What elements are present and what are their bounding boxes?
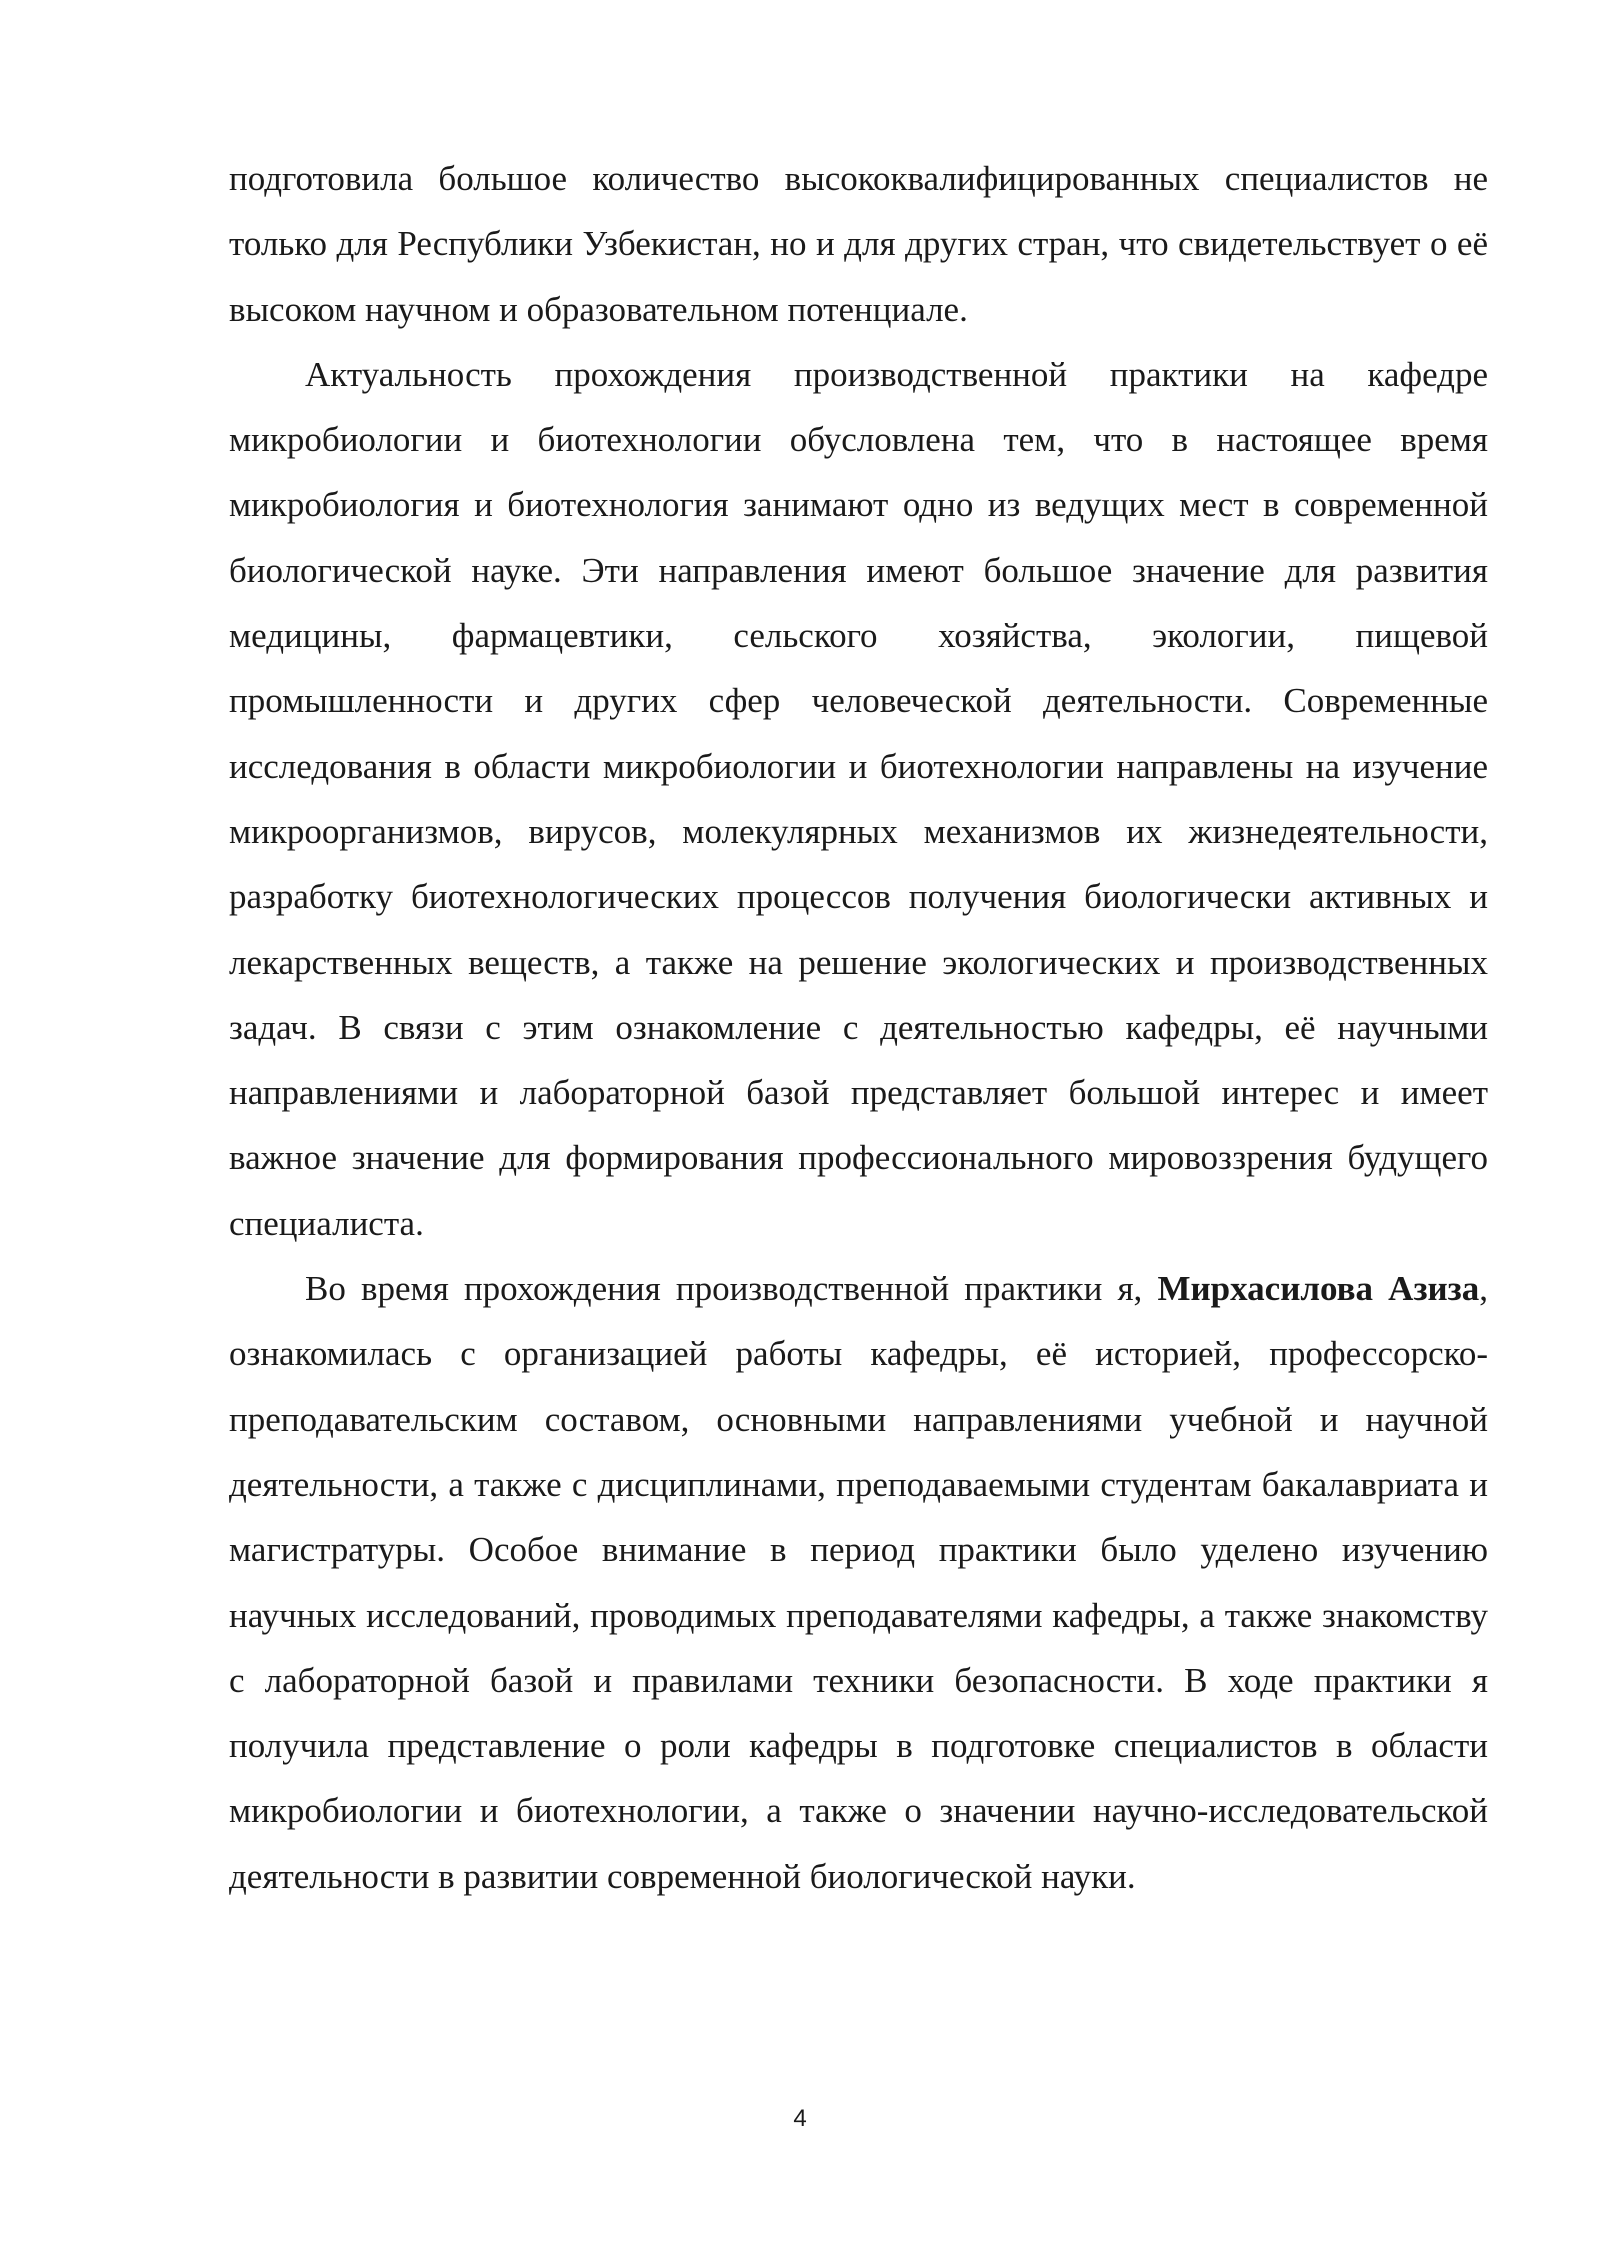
paragraph-rest-text: , ознакомилась с организацией работы кафедры, её историей, профессорско-преподавательским составом, основными направлениями учебной и научной деятельности, а также с дисциплинами, преподаваемыми студентам бакалавриата и магистратуры. Особое внимание в период практики было уделено изучению научных исследований, проводимых преподавателями кафедры, а также знакомству с лабораторной базой и правилами техники безопасности. В ходе практики я получила представление о роли кафедры в подготовке специалистов в области микробиологии и биотехнологии, а также о значении научно-исследовательской деятельности в развитии современной биологической науки.	[229, 1269, 1488, 1896]
page-number: 4	[793, 2105, 807, 2132]
student-name: Мирхасилова Азиза	[1157, 1269, 1480, 1309]
body-text	[229, 146, 1488, 1909]
paragraph-continuation: подготовила большое количество высококвалифицированных специалистов не только для Республики Узбекистан, но и для других стран, что свидетельствует о её высоком научном и образовательном потенциале.	[229, 159, 1488, 329]
paragraph-relevance: Актуальность прохождения производственной практики на кафедре микробиологии и биотехнологии обусловлена тем, что в настоящее время микробиология и биотехнология занимают одно из ведущих мест в современной биологической науке. Эти направления имеют большое значение для развития медицины, фармацевтики, сельского хозяйства, экологии, пищевой промышленности и других сфер человеческой деятельности. Современные исследования в области микробиологии и биотехнологии направлены на изучение микроорганизмов, вирусов, молекулярных механизмов их жизнедеятельности, разработку биотехнологических процессов получения биологически активных и лекарственных веществ, а также на решение экологических и производственных задач. В связи с этим ознакомление с деятельностью кафедры, её научными направлениями и лабораторной базой представляет большой интерес и имеет важное значение для формирования профессионального мировоззрения будущего специалиста.	[229, 354, 1488, 1243]
paragraph-lead-text: Во время прохождения производственной практики я,	[305, 1269, 1158, 1309]
paragraph-internship	[229, 1256, 1488, 1909]
